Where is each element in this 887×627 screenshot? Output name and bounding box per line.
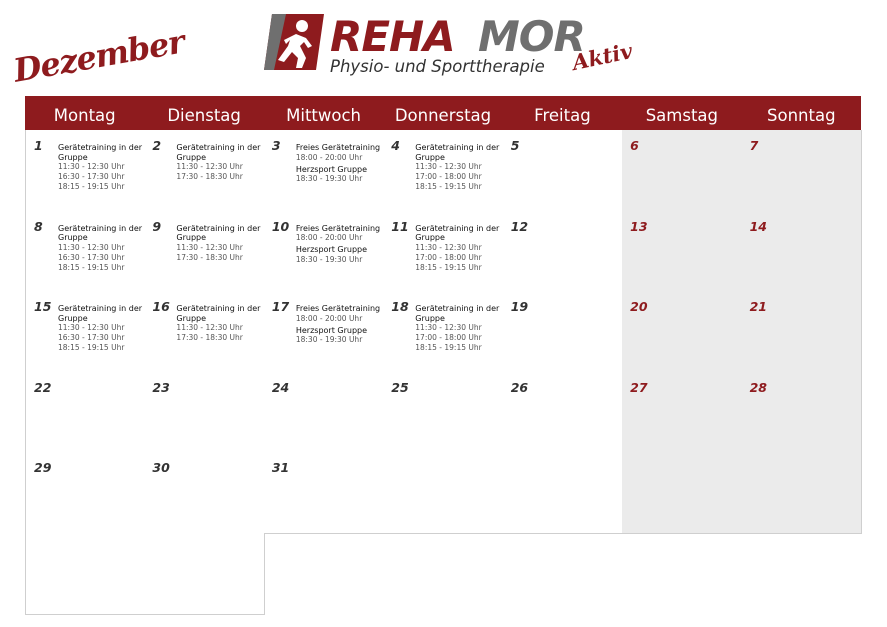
calendar-day-cell — [503, 211, 623, 293]
calendar-day-cell — [144, 533, 264, 615]
calendar-day-cell — [503, 452, 623, 534]
weekday-dienstag: Dienstag — [167, 106, 241, 125]
calendar-day-cell — [742, 372, 862, 454]
day-number: 27 — [630, 379, 648, 395]
day-number: 28 — [749, 379, 767, 395]
event-time: 18:15 - 19:15 Uhr — [58, 262, 125, 272]
event-time: 18:30 - 19:30 Uhr — [295, 174, 363, 184]
day-number: 3 — [271, 138, 281, 153]
calendar-day-cell — [264, 452, 384, 534]
event-item — [415, 224, 500, 273]
event-time: 18:15 - 19:15 Uhr — [415, 262, 482, 272]
event-title: Herzsport Gruppe — [295, 325, 368, 335]
calendar-day-cell — [622, 211, 742, 293]
day-number: 26 — [510, 379, 529, 395]
event-item — [176, 224, 261, 263]
calendar-day-cell — [742, 130, 862, 212]
event-list — [415, 304, 500, 353]
day-number: 14 — [749, 218, 767, 234]
calendar-day-cell — [503, 130, 623, 212]
brand-name-reha: REHA — [330, 12, 455, 61]
event-time: 18:15 - 19:15 Uhr — [58, 343, 125, 353]
event-time: 17:30 - 18:30 Uhr — [176, 252, 243, 262]
event-time: 16:30 - 17:30 Uhr — [58, 172, 125, 182]
event-time: 11:30 - 12:30 Uhr — [176, 323, 243, 333]
event-time: 17:00 - 18:00 Uhr — [415, 172, 482, 182]
calendar-day-cell — [383, 291, 503, 373]
event-time: 17:00 - 18:00 Uhr — [415, 333, 482, 343]
calendar-day-cell — [25, 211, 145, 293]
calendar-day-cell — [503, 372, 623, 454]
event-time: 18:00 - 20:00 Uhr — [295, 152, 363, 162]
event-title: Herzsport Gruppe — [295, 164, 368, 174]
event-item — [296, 245, 381, 265]
day-number: 10 — [271, 218, 290, 234]
event-item — [176, 143, 261, 182]
day-number: 19 — [510, 299, 529, 315]
calendar-day-cell — [622, 291, 742, 373]
event-title: Freies Gerätetraining — [295, 223, 381, 233]
event-list — [296, 224, 381, 265]
brand-name-mor: MOR — [478, 12, 585, 61]
event-time: 17:30 - 18:30 Uhr — [176, 172, 243, 182]
event-list — [58, 143, 142, 192]
event-title: Gerätetraining in der Gruppe — [415, 304, 500, 323]
event-list — [296, 143, 381, 184]
event-time: 18:30 - 19:30 Uhr — [295, 254, 363, 264]
day-number: 12 — [510, 218, 529, 234]
calendar-day-cell — [383, 372, 503, 454]
event-list — [176, 304, 261, 343]
event-time: 18:00 - 20:00 Uhr — [295, 313, 363, 323]
event-time: 11:30 - 12:30 Uhr — [415, 323, 482, 333]
brand-subtitle: Physio- und Sporttherapie — [330, 57, 545, 76]
calendar-day-cell — [144, 291, 264, 373]
calendar-day-cell — [25, 452, 145, 534]
event-item — [296, 143, 381, 163]
calendar-day-cell — [622, 372, 742, 454]
event-time: 18:30 - 19:30 Uhr — [295, 335, 363, 345]
calendar-day-cell — [383, 211, 503, 293]
day-number: 20 — [630, 299, 648, 315]
calendar-day-cell — [25, 372, 145, 454]
event-item — [296, 326, 381, 346]
event-item — [58, 304, 142, 353]
event-title: Freies Gerätetraining — [295, 143, 381, 152]
weekday-mittwoch: Mittwoch — [286, 106, 362, 125]
calendar-day-cell — [144, 130, 264, 212]
calendar-day-cell — [25, 130, 145, 212]
calendar-day-cell — [742, 211, 862, 293]
event-time: 11:30 - 12:30 Uhr — [415, 162, 482, 172]
calendar-day-cell — [264, 372, 384, 454]
day-number: 18 — [391, 299, 409, 315]
day-number: 2 — [152, 138, 162, 153]
event-item — [296, 165, 381, 185]
event-time: 17:30 - 18:30 Uhr — [176, 333, 243, 343]
event-time: 11:30 - 12:30 Uhr — [58, 323, 125, 333]
calendar-day-cell — [144, 452, 264, 534]
event-title: Gerätetraining in der Gruppe — [415, 223, 500, 243]
event-title: Gerätetraining in der Gruppe — [58, 304, 143, 323]
calendar-day-cell — [742, 291, 862, 373]
month-title: Dezember — [10, 22, 187, 90]
calendar-day-cell — [503, 291, 623, 373]
weekday-freitag: Freitag — [534, 106, 591, 125]
day-number: 31 — [271, 460, 290, 476]
event-title: Gerätetraining in der Gruppe — [176, 143, 261, 162]
event-time: 17:00 - 18:00 Uhr — [415, 252, 482, 262]
day-number: 7 — [749, 138, 759, 153]
event-item — [415, 304, 500, 353]
calendar-day-cell — [25, 533, 145, 615]
event-title: Gerätetraining in der Gruppe — [58, 223, 143, 243]
event-time: 11:30 - 12:30 Uhr — [176, 242, 243, 252]
day-number: 13 — [630, 218, 648, 234]
day-number: 21 — [749, 299, 767, 315]
day-number: 8 — [34, 218, 43, 234]
calendar-day-cell — [264, 291, 384, 373]
day-number: 17 — [271, 299, 290, 315]
event-time: 18:15 - 19:15 Uhr — [58, 182, 125, 192]
event-list — [176, 224, 261, 263]
day-number: 23 — [152, 379, 170, 395]
day-number: 4 — [391, 138, 400, 153]
event-time: 11:30 - 12:30 Uhr — [58, 162, 125, 172]
event-list — [415, 143, 500, 192]
day-number: 25 — [391, 379, 409, 395]
day-number: 15 — [34, 299, 52, 315]
event-list — [415, 224, 500, 273]
event-title: Herzsport Gruppe — [295, 245, 368, 255]
event-item — [58, 143, 142, 192]
day-number: 1 — [34, 138, 43, 153]
day-number: 30 — [152, 460, 170, 476]
event-time: 11:30 - 12:30 Uhr — [415, 242, 482, 252]
day-number: 16 — [152, 299, 170, 315]
day-number: 6 — [630, 138, 639, 153]
event-item — [176, 304, 261, 343]
event-time: 11:30 - 12:30 Uhr — [176, 162, 243, 172]
calendar-day-cell — [383, 130, 503, 212]
calendar-day-cell — [383, 452, 503, 534]
weekday-samstag: Samstag — [645, 106, 718, 125]
day-number: 5 — [510, 138, 520, 153]
event-time: 18:15 - 19:15 Uhr — [415, 343, 482, 353]
weekday-montag: Montag — [53, 106, 116, 125]
event-title: Gerätetraining in der Gruppe — [58, 143, 143, 162]
event-time: 11:30 - 12:30 Uhr — [58, 242, 125, 252]
calendar-day-cell — [144, 211, 264, 293]
calendar-day-cell — [622, 130, 742, 212]
day-number: 29 — [34, 460, 52, 476]
event-item — [296, 304, 381, 324]
day-number: 9 — [152, 218, 162, 234]
event-time: 16:30 - 17:30 Uhr — [58, 252, 125, 262]
day-number: 24 — [271, 379, 290, 395]
calendar-day-cell — [742, 452, 862, 534]
calendar-day-cell — [622, 452, 742, 534]
event-list — [58, 224, 142, 273]
event-title: Gerätetraining in der Gruppe — [176, 223, 261, 243]
event-list — [296, 304, 381, 345]
event-item — [415, 143, 500, 192]
calendar-day-cell — [264, 211, 384, 293]
event-list — [58, 304, 142, 353]
event-time: 18:00 - 20:00 Uhr — [295, 233, 363, 243]
calendar-day-cell — [25, 291, 145, 373]
event-item — [58, 224, 142, 273]
weekday-sonntag: Sonntag — [767, 106, 836, 125]
calendar-day-cell — [144, 372, 264, 454]
event-title: Gerätetraining in der Gruppe — [176, 304, 261, 323]
event-title: Freies Gerätetraining — [295, 304, 381, 314]
event-item — [296, 224, 381, 244]
event-title: Gerätetraining in der Gruppe — [415, 143, 500, 162]
calendar-day-cell — [264, 130, 384, 212]
day-number: 22 — [34, 379, 52, 395]
brand-tag: Aktiv — [569, 37, 635, 76]
event-list — [176, 143, 261, 182]
event-time: 18:15 - 19:15 Uhr — [415, 182, 482, 192]
day-number: 11 — [391, 218, 409, 234]
event-time: 16:30 - 17:30 Uhr — [58, 333, 125, 343]
weekday-donnerstag: Donnerstag — [394, 106, 492, 125]
